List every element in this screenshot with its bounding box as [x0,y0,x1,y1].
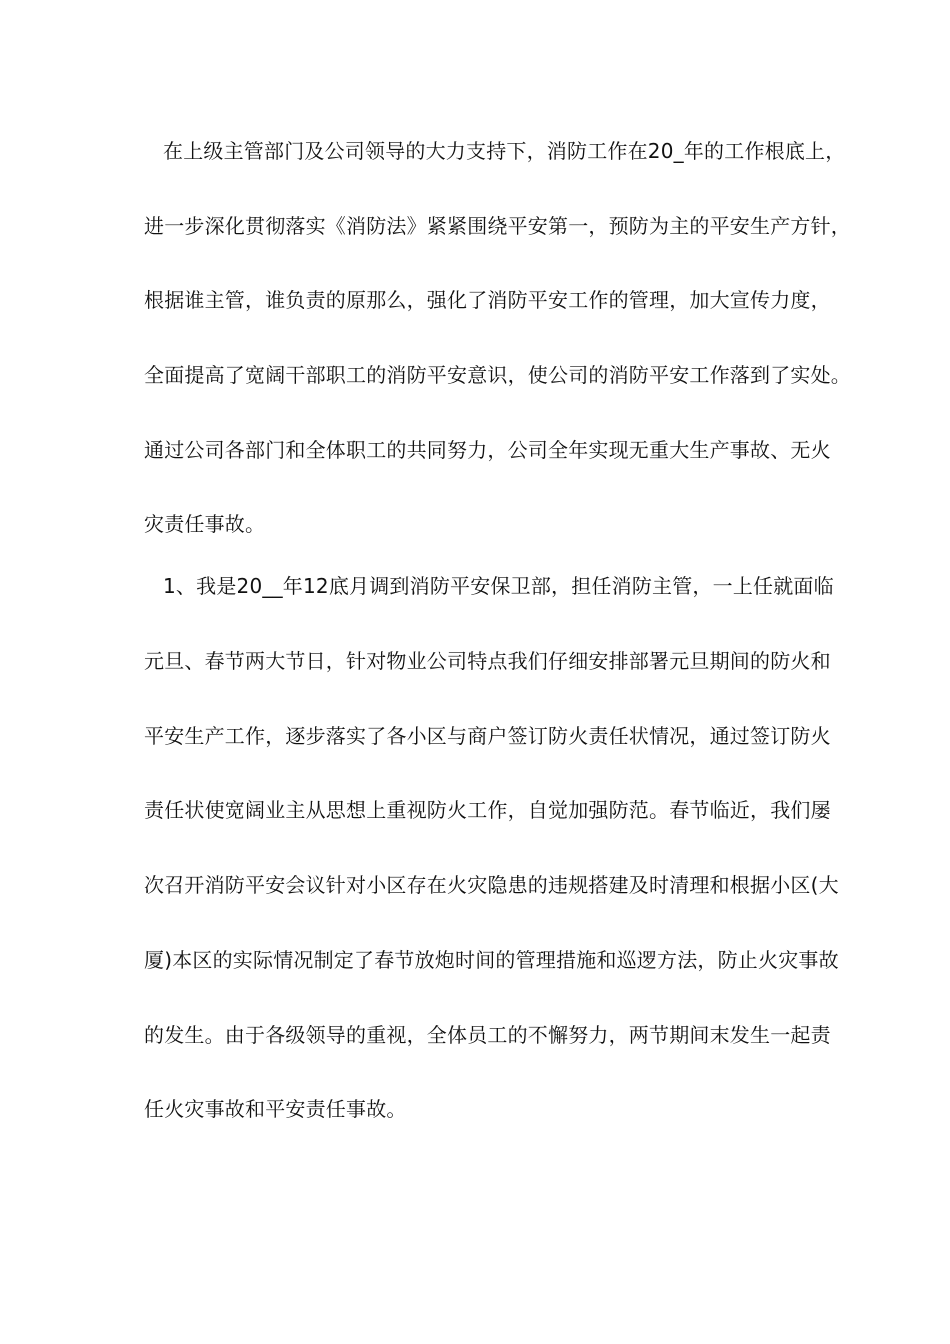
paragraph-1-line-2: 进一步深化贯彻落实《消防法》紧紧围绕平安第一，预防为主的平安生产方针， [144,214,851,238]
paragraph-1-line-1: 在上级主管部门及公司领导的大力支持下，消防工作在20_年的工作根底上， [163,139,846,163]
paragraph-1-line-5: 通过公司各部门和全体职工的共同努力，公司全年实现无重大生产事故、无火 [144,438,831,462]
paragraph-2-line-6: 厦)本区的实际情况制定了春节放炮时间的管理措施和巡逻方法，防止火灾事故 [144,948,839,972]
paragraph-2-line-7: 的发生。由于各级领导的重视，全体员工的不懈努力，两节期间末发生一起责 [144,1023,831,1047]
paragraph-1-line-3: 根据谁主管，谁负责的原那么，强化了消防平安工作的管理，加大宣传力度， [144,288,831,312]
paragraph-2-line-1: 1、我是20__年12底月调到消防平安保卫部，担任消防主管，一上任就面临 [163,574,834,598]
paragraph-1-line-6: 灾责任事故。 [144,512,266,536]
paragraph-2-line-3: 平安生产工作，逐步落实了各小区与商户签订防火责任状情况，通过签订防火 [144,724,831,748]
paragraph-2-line-4: 责任状使宽阔业主从思想上重视防火工作，自觉加强防范。春节临近，我们屡 [144,798,831,822]
paragraph-2-line-5: 次召开消防平安会议针对小区存在火灾隐患的违规搭建及时清理和根据小区(大 [144,873,839,897]
paragraph-2-line-2: 元旦、春节两大节日，针对物业公司特点我们仔细安排部署元旦期间的防火和 [144,649,831,673]
paragraph-1-line-4: 全面提高了宽阔干部职工的消防平安意识，使公司的消防平安工作落到了实处。 [144,363,851,387]
paragraph-2-line-8: 任火灾事故和平安责任事故。 [144,1097,407,1121]
